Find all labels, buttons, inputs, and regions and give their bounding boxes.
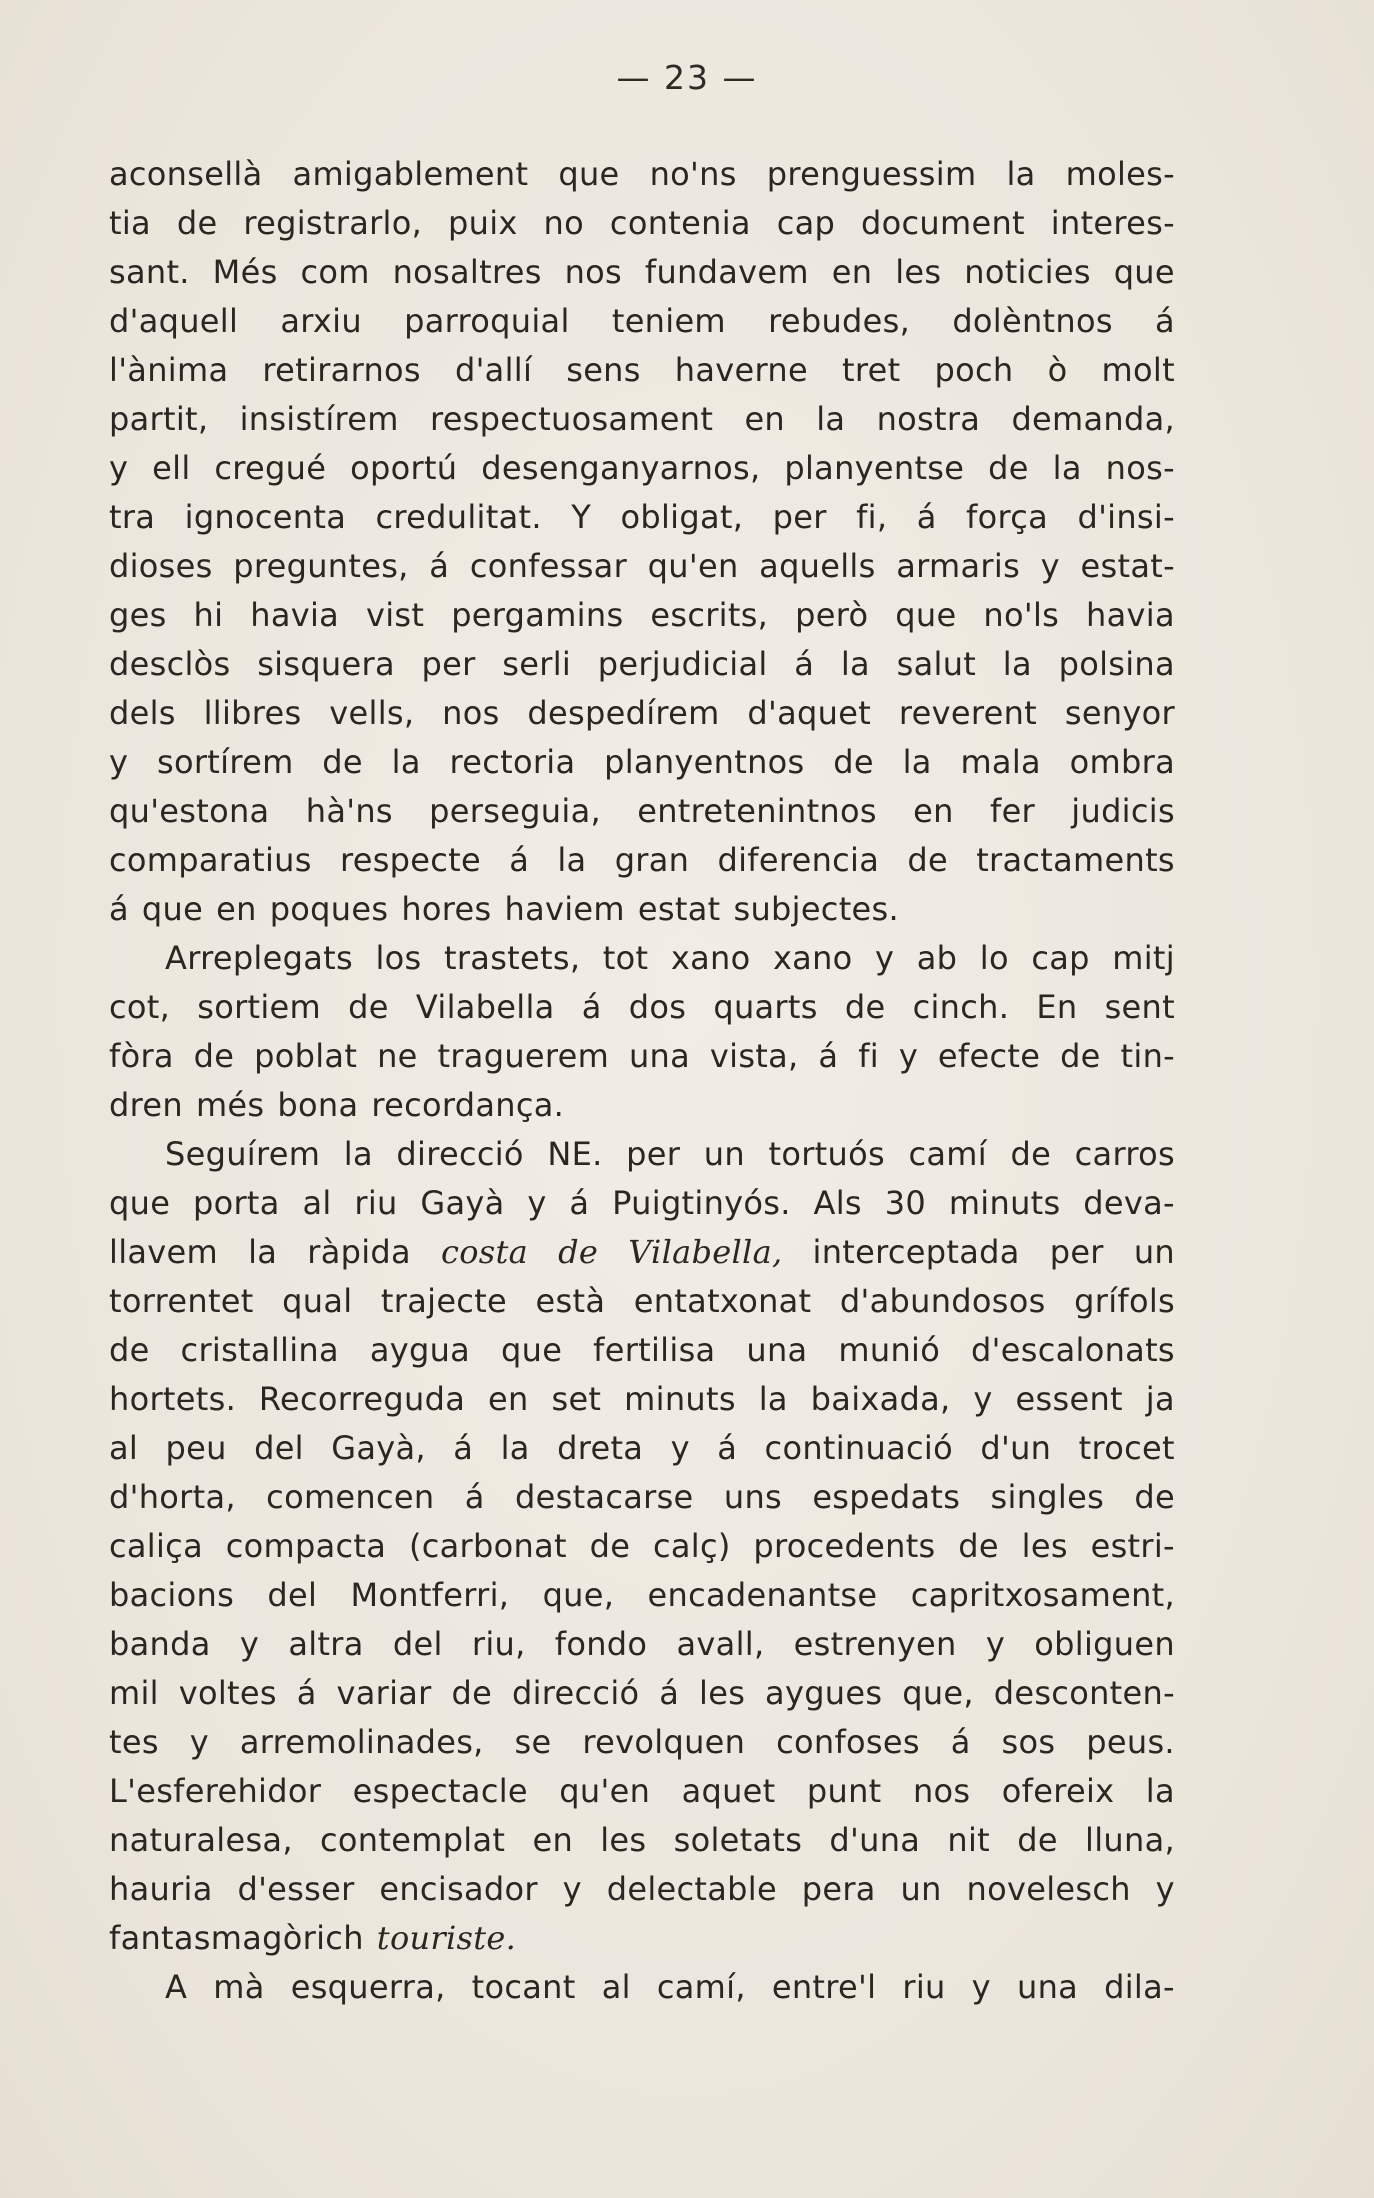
text-line: hortets. Recorreguda en set minuts la baixada, y essent ja (109, 1380, 1175, 1418)
text-line: qu'estona hà'ns perseguia, entretenintnos en fer judicis (109, 792, 1175, 830)
text-line: cot, sortiem de Vilabella á dos quarts de cinch. En sent (109, 988, 1175, 1026)
text-line: partit, insistírem respectuosament en la nostra demanda, (109, 400, 1175, 438)
text-line: al peu del Gayà, á la dreta y á continuació d'un trocet (109, 1429, 1175, 1467)
text-line: tia de registrarlo, puix no contenia cap document interes- (109, 204, 1175, 242)
text-line: que porta al riu Gayà y á Puigtinyós. Als 30 minuts deva- (109, 1184, 1175, 1222)
body-text (109, 150, 1175, 2012)
text-line: caliça compacta (carbonat de calç) procedents de les estri- (109, 1527, 1175, 1565)
text-line: banda y altra del riu, fondo avall, estrenyen y obliguen (109, 1625, 1175, 1663)
text-line: L'esferehidor espectacle qu'en aquet punt nos ofereix la (109, 1772, 1175, 1810)
text-line: de cristallina aygua que fertilisa una munió d'escalonats (109, 1331, 1175, 1369)
text-line: dren més bona recordança. (109, 1086, 565, 1124)
text-line: aconsellà amigablement que no'ns prenguessim la moles- (109, 155, 1175, 193)
text-line: hauria d'esser encisador y delectable pera un novelesch y (109, 1870, 1175, 1908)
text-line: Arreplegats los trastets, tot xano xano y ab lo cap mitj (165, 939, 1175, 977)
text-line: torrentet qual trajecte està entatxonat d'abundosos grífols (109, 1282, 1175, 1320)
text-line: sant. Més com nosaltres nos fundavem en les noticies que (109, 253, 1175, 291)
text-line: fòra de poblat ne traguerem una vista, á fi y efecte de tin- (109, 1037, 1175, 1075)
page-number: — 23 — (616, 58, 758, 97)
text-line: ges hi havia vist pergamins escrits, però que no'ls havia (109, 596, 1175, 634)
text-line: Seguírem la direcció NE. per un tortuós camí de carros (165, 1135, 1175, 1173)
text-line: bacions del Montferri, que, encadenantse capritxosament, (109, 1576, 1175, 1614)
text-line: d'aquell arxiu parroquial teniem rebudes, dolèntnos á (109, 302, 1175, 340)
text-line: l'ànima retirarnos d'allí sens haverne tret poch ò molt (109, 351, 1175, 389)
text-line: comparatius respecte á la gran diferencia de tractaments (109, 841, 1175, 879)
text-line: tes y arremolinades, se revolquen confoses á sos peus. (109, 1723, 1175, 1761)
text-line: dels llibres vells, nos despedírem d'aquet reverent senyor (109, 694, 1175, 732)
text-line: llavem la ràpida costa de Vilabella, interceptada per un (109, 1233, 1175, 1271)
text-line: mil voltes á variar de direcció á les aygues que, desconten- (109, 1674, 1175, 1712)
text-line: y ell cregué oportú desenganyarnos, planyentse de la nos- (109, 449, 1175, 487)
text-line: A mà esquerra, tocant al camí, entre'l riu y una dila- (165, 1968, 1175, 2006)
text-line: dioses preguntes, á confessar qu'en aquells armaris y estat- (109, 547, 1175, 585)
text-line: desclòs sisquera per serli perjudicial á la salut la polsina (109, 645, 1175, 683)
text-line: fantasmagòrich touriste. (109, 1919, 517, 1957)
text-line: á que en poques hores haviem estat subjectes. (109, 890, 899, 928)
text-line: y sortírem de la rectoria planyentnos de la mala ombra (109, 743, 1175, 781)
text-line: naturalesa, contemplat en les soletats d'una nit de lluna, (109, 1821, 1175, 1859)
text-line: d'horta, comencen á destacarse uns espedats singles de (109, 1478, 1175, 1516)
text-line: tra ignocenta credulitat. Y obligat, per fi, á força d'insi- (109, 498, 1175, 536)
